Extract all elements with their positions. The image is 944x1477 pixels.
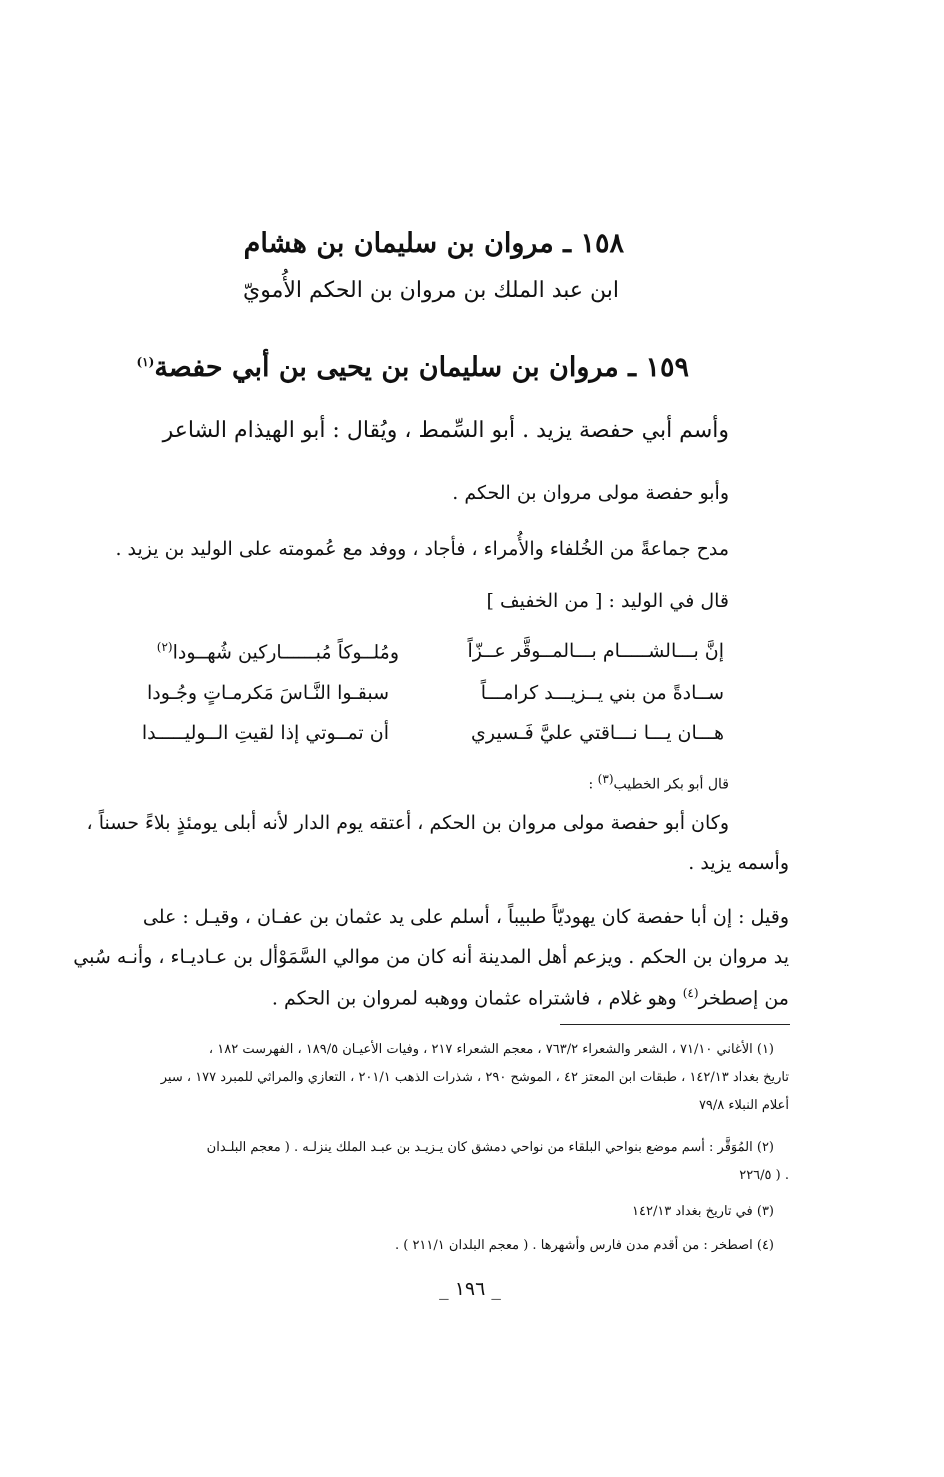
verse-3-right: هـــان يـــا نـــاقتي عليَّ فَـسيري (471, 722, 724, 744)
verse-3-left: أن تمــوتي إذا لقيتِ الــوليـــــدا (141, 722, 389, 744)
verse-1-right: إنَّ بـــالشـــــام بـــالمــوقَّر عــزّاً (467, 640, 724, 662)
qil-line-2: يد مروان بن الحكم . ويزعم أهل المدينة أنه كان من موالي السَّمَوْأل بن عـاديـاء ، وأنـه سُبي (73, 946, 789, 968)
intro-line: وأسم أبي حفصة يزيد . أبو السِّمط ، ويُقال : أبو الهيذام الشاعر (162, 418, 729, 443)
verse-1-left (157, 640, 399, 663)
page-number: _ ١٩٦ _ (439, 1278, 501, 1300)
footnote-ref-2: (٢) (156, 640, 173, 654)
khatib-line-2: وأسمه يزيد . (688, 852, 789, 874)
footnote-3: (٣) في تاريخ بغداد ١٤٢/١٣ (632, 1204, 774, 1219)
verse-2-left: سبقـوا النَّـاسَ مَكرمـاتٍ وجُـودا (146, 682, 389, 704)
verse-1-left-text: ومُلــوكاً مُبــــــاركين شُهــودا (172, 641, 399, 664)
footnote-separator (560, 1024, 790, 1025)
footnote-ref-1: (١) (136, 355, 155, 369)
khatib-line-1: وكان أبو حفصة مولى مروان بن الحكم ، أعتقه يوم الدار لأنه أبلى يومئذٍ بلاءً حسناً ، (86, 812, 729, 834)
entry-158-title: ١٥٨ ـ مروان بن سليمان بن هشام (243, 228, 624, 259)
body-line-4: قال في الوليد : [ من الخفيف ] (486, 590, 729, 612)
footnote-1-line-3: أعلام النبلاء ٧٩/٨ (698, 1098, 789, 1113)
footnote-ref-4: (٤) (682, 986, 699, 1000)
khatib-colon: : (588, 776, 594, 793)
entry-158-subtitle: ابن عبد الملك بن مروان بن الحكم الأُمويّ (243, 278, 619, 303)
footnote-2-line-1: (٢) المُوَقَّر : أسم موضع بنواحي البلقاء من نواحي دمشق كان يـزيـد بن عبـد الملك ينزلـه . ( معجم البلـدان (206, 1140, 774, 1155)
entry-159-title-text: ١٥٩ ـ مروان بن سليمان بن يحيى بن أبي حفصة (154, 352, 689, 383)
footnote-ref-3: (٣) (597, 772, 614, 786)
qil-line-3-b: وهو غلام ، فاشتراه عثمان ووهبه لمروان بن الحكم . (271, 987, 677, 1010)
khatib-label-text: قال أبو بكر الخطيب (613, 776, 729, 793)
qil-line-3-a: من إصطخر (698, 987, 789, 1010)
entry-159-title (136, 352, 689, 383)
khatib-label (589, 772, 730, 793)
body-line-2: وأبو حفصة مولى مروان بن الحكم . (452, 482, 729, 504)
verse-2-right: ســادةً من بني يــزيـــد كرامـــاً (480, 682, 724, 704)
footnote-4: (٤) اصطخر : من أقدم مدن فارس وأشهرها . ( معجم البلدان ٢١١/١ ) . (394, 1238, 774, 1253)
footnote-2-line-2: . ( ٢٢٦/٥ (739, 1168, 789, 1183)
body-line-3: مدح جماعةً من الخُلفاء والأُمراء ، فأجاد ، ووفد مع عُمومته على الوليد بن يزيد . (115, 538, 729, 560)
qil-line-3 (272, 986, 789, 1009)
footnote-1-line-2: تاريخ بغداد ١٤٢/١٣ ، طبقات ابن المعتز ٤٢ ، الموشح ٢٩٠ ، شذرات الذهب ٢٠١/١ ، التعازي والمراثي للمبرد ١٧٧ ، سير (160, 1070, 789, 1085)
qil-line-1: وقيل : إن أبا حفصة كان يهوديّاً طبيباً ، أسلم على يد عثمان بن عفـان ، وقيـل : على (142, 906, 789, 928)
footnote-1-line-1: (١) الأغاني ٧١/١٠ ، الشعر والشعراء ٧٦٣/٢ ، معجم الشعراء ٢١٧ ، وفيات الأعيـان ١٨٩/٥ ، الفهرست ١٨٢ ، (208, 1042, 774, 1057)
